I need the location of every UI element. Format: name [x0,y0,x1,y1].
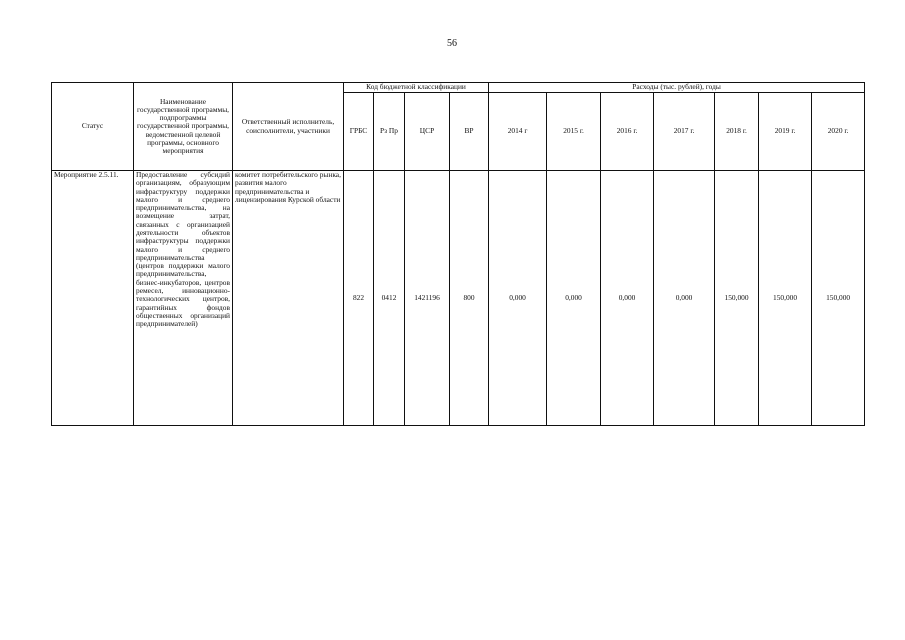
header-year-2020: 2020 г. [812,93,865,171]
row-name: Предоставление субсидий организациям, образующим инфраструктуру поддержки малого и среднего предпринимательства, на возмещение затрат, связанных с организацией деятельности объектов инфраструктуры поддержки малого и среднего предпринимательства (центров поддержки малого предпринимательства, бизнес-инкубаторов, центров ремесел, инновационно-технологических центров, гарантийных фондов общественных организаций предпринимателей) [134,171,233,426]
header-code-grbs: ГРБС [344,93,374,171]
header-year-2018: 2018 г. [715,93,759,171]
header-year-2017: 2017 г. [654,93,715,171]
row-value-2018: 150,000 [715,171,759,426]
row-value-2017: 0,000 [654,171,715,426]
header-row-group [52,83,865,93]
header-year-2014: 2014 г [489,93,547,171]
row-value-2016: 0,000 [601,171,654,426]
header-status: Статус [52,83,134,171]
row-value-2020: 150,000 [812,171,865,426]
header-year-2016: 2016 г. [601,93,654,171]
header-year-2015: 2015 г. [547,93,601,171]
row-executor: комитет потребительского рынка, развития малого предпринимательства и лицензирования Курской области [233,171,344,426]
header-code-vr: ВР [450,93,489,171]
row-code-csr: 1421196 [405,171,450,426]
table-row [52,171,865,426]
header-expense-group: Расходы (тыс. рублей), годы [489,83,865,93]
page-number: 56 [447,38,457,49]
row-value-2015: 0,000 [547,171,601,426]
header-code-group: Код бюджетной классификации [344,83,489,93]
header-code-csr: ЦСР [405,93,450,171]
header-code-rzpr: Рз Пр [374,93,405,171]
budget-table [51,82,865,426]
row-value-2014: 0,000 [489,171,547,426]
header-year-2019: 2019 г. [759,93,812,171]
header-executor: Ответственный исполнитель, соисполнители, участники [233,83,344,171]
row-value-2019: 150,000 [759,171,812,426]
row-code-rzpr: 0412 [374,171,405,426]
header-name: Наименование государственной программы, подпрограммы государственной программы, ведомственной целевой программы, основного мероприятия [134,83,233,171]
row-code-grbs: 822 [344,171,374,426]
row-code-vr: 800 [450,171,489,426]
row-status: Мероприятие 2.5.11. [52,171,134,426]
